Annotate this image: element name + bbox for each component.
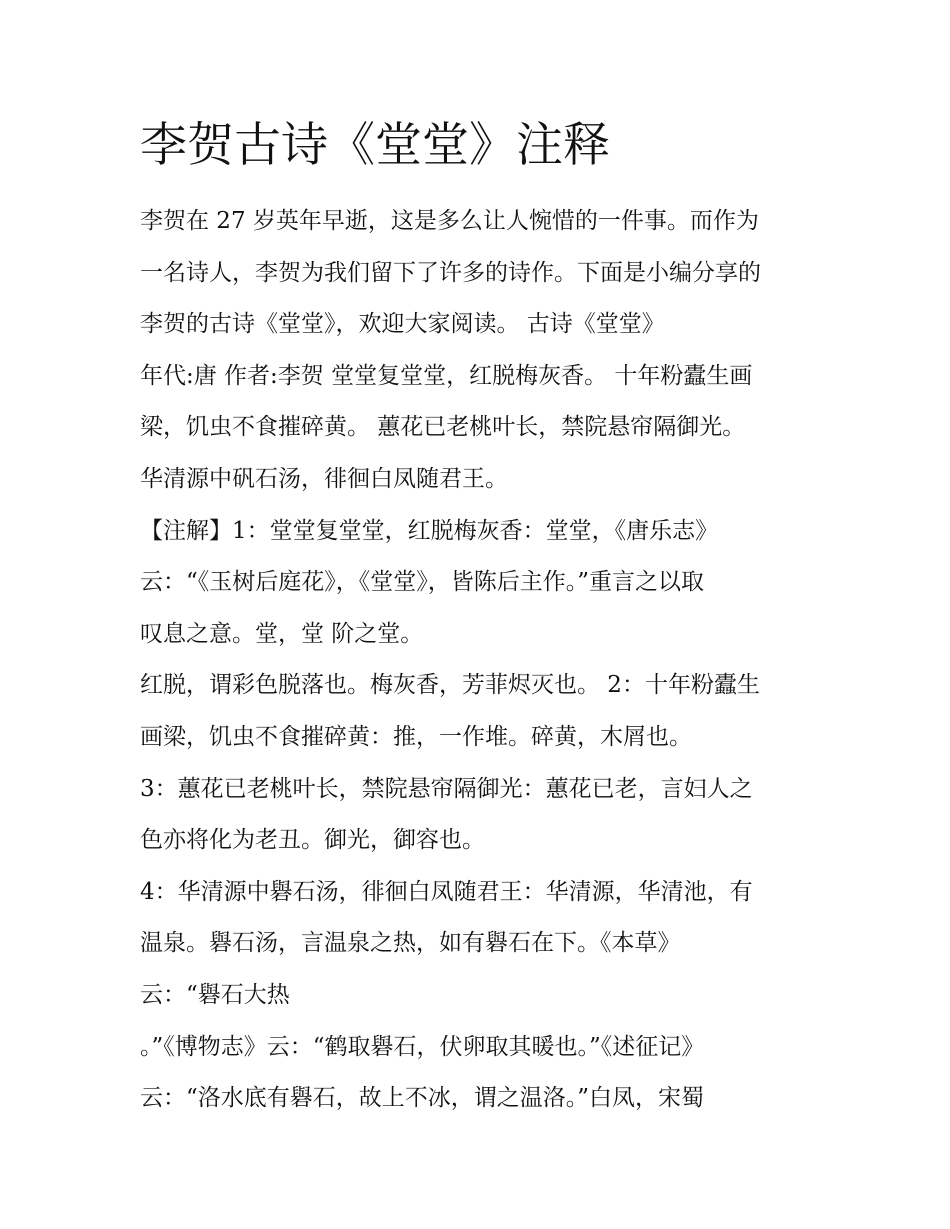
text-line: 3：蕙花已老桃叶长，禁院悬帘隔御光：蕙花已老，言妇人之 <box>140 775 753 802</box>
text-line: 温泉。礜石汤，言温泉之热，如有礜石在下。《本草》 <box>140 930 681 957</box>
text-line: 。”《博物志》云：“鹤取礜石，伏卵取其暖也。”《述征记》 <box>140 1033 705 1060</box>
text-line: 叹息之意。堂，堂 阶之堂。 <box>140 620 424 647</box>
page-title: 李贺古诗《堂堂》注释 <box>140 118 610 173</box>
text-line: 云：“洛水底有礜石，故上不冰，谓之温洛。”白凤，宋蜀 <box>140 1085 705 1112</box>
text-line: 色亦将化为老丑。御光，御容也。 <box>140 827 485 854</box>
text-line: 年代:唐 作者:李贺 堂堂复堂堂，红脱梅灰香。 十年粉蠹生画 <box>140 362 753 389</box>
text-line: 4：华清源中礜石汤，徘徊白凤随君王：华清源，华清池，有 <box>140 878 753 905</box>
text-line: 【注解】1：堂堂复堂堂，红脱梅灰香：堂堂，《唐乐志》 <box>140 517 719 544</box>
text-line: 云：“礜石大热 <box>140 981 290 1008</box>
document-body <box>140 196 820 1125</box>
text-line: 画梁，饥虫不食摧碎黄：推，一作堆。碎黄，木屑也。 <box>140 723 692 750</box>
text-line: 李贺在 27 岁英年早逝，这是多么让人惋惜的一件事。而作为 <box>140 208 759 234</box>
text-line: 云：“《玉树后庭花》，《堂堂》，皆陈后主作。”重言之以取 <box>140 569 705 596</box>
text-line: 李贺的古诗《堂堂》，欢迎大家阅读。 古诗《堂堂》 <box>140 311 665 338</box>
text-line: 一名诗人，李贺为我们留下了许多的诗作。下面是小编分享的 <box>140 259 761 286</box>
text-line: 梁，饥虫不食摧碎黄。 蕙花已老桃叶长，禁院悬帘隔御光。 <box>140 414 746 441</box>
text-line: 华清源中矾石汤，徘徊白凤随君王。 <box>140 465 508 492</box>
text-line: 红脱，谓彩色脱落也。梅灰香，芳菲烬灭也。 2：十年粉蠹生 <box>140 672 760 699</box>
